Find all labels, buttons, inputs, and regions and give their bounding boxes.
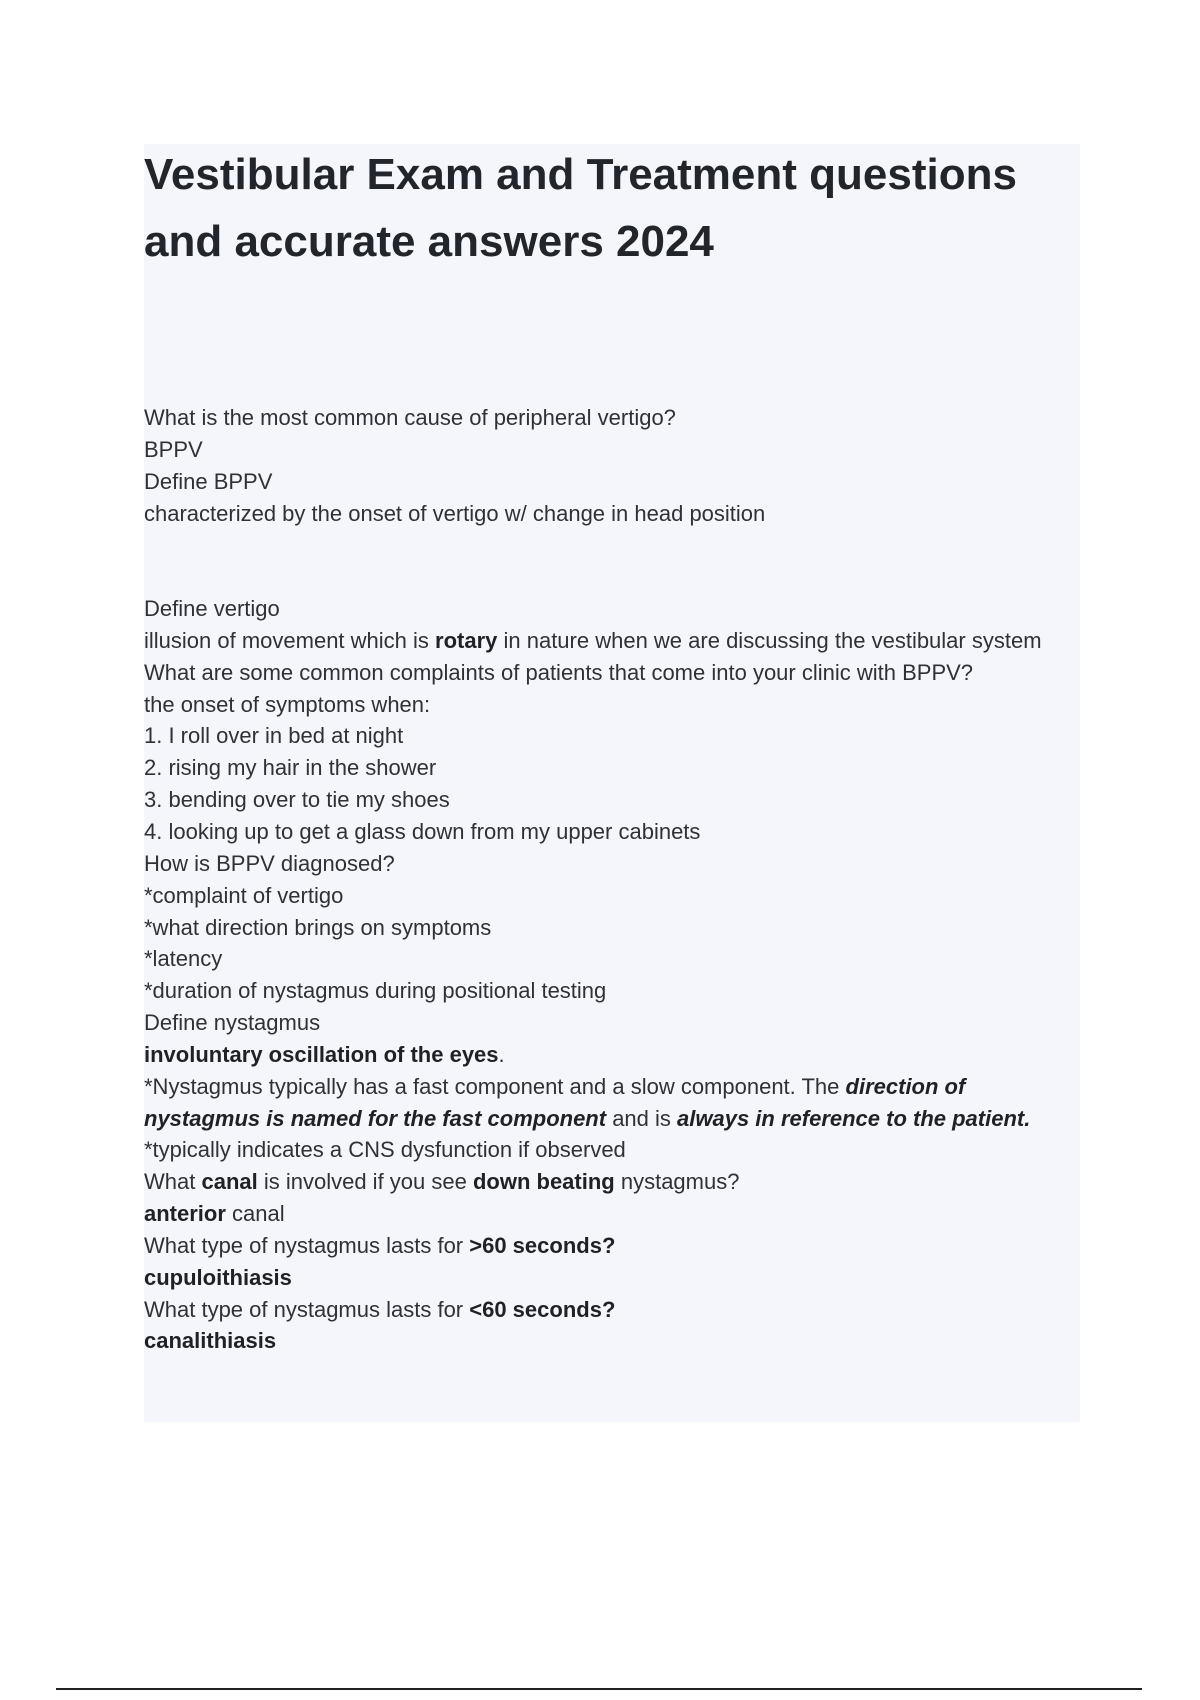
question-text-part: What type of nystagmus lasts for — [144, 1296, 470, 1322]
qa-body — [144, 402, 1064, 1357]
emphasis-text: canal — [201, 1169, 258, 1195]
question-text-part: What — [144, 1169, 202, 1195]
question-text-part: is involved if you see — [257, 1169, 473, 1195]
answer-text-part: *Nystagmus typically has a fast component and a slow component. The — [144, 1073, 846, 1099]
emphasis-text: involuntary oscillation of the eyes — [144, 1041, 499, 1067]
question-text: Define vertigo — [144, 596, 280, 622]
question-text: What is the most common cause of peripheral vertigo? — [144, 405, 676, 430]
list-item: *what direction brings on symptoms — [144, 914, 492, 940]
answer-text: cupuloithiasis — [144, 1264, 292, 1290]
list-item: *latency — [144, 946, 223, 972]
question-text-part: nystagmus? — [614, 1169, 740, 1195]
answer-text: canalithiasis — [144, 1328, 277, 1354]
answer-text — [144, 1071, 1064, 1135]
answer-text-part: canal — [225, 1201, 285, 1227]
answer-text: characterized by the onset of vertigo w/ change in head position — [144, 500, 766, 526]
question-text: Define BPPV — [144, 468, 273, 494]
list-item: 4. looking up to get a glass down from my upper cabinets — [144, 818, 701, 844]
emphasis-text: direction of nystagmus is named for the fast component — [144, 1073, 966, 1131]
blank-gap — [144, 529, 1064, 593]
answer-text-part: in nature when we are discussing the vestibular system — [497, 627, 1042, 653]
answer-text-part: illusion of movement which is — [144, 627, 436, 653]
question-text-part: What type of nystagmus lasts for — [144, 1232, 470, 1258]
emphasis-text: down beating — [472, 1169, 615, 1195]
answer-text: the onset of symptoms when: — [144, 691, 431, 717]
list-item: *complaint of vertigo — [144, 882, 344, 908]
list-item: 2. rising my hair in the shower — [144, 755, 437, 781]
question-text — [144, 1166, 1064, 1198]
question-text — [144, 1294, 1064, 1326]
list-item: 3. bending over to tie my shoes — [144, 787, 450, 813]
question-text: What are some common complaints of patients that come into your clinic with BPPV? — [144, 659, 974, 685]
answer-text-part: . — [498, 1041, 505, 1067]
emphasis-text: rotary — [435, 627, 498, 653]
answer-text: BPPV — [144, 436, 203, 462]
answer-text — [144, 1198, 1064, 1230]
answer-text — [144, 1039, 1064, 1071]
answer-text — [144, 625, 1064, 657]
question-text — [144, 1230, 1064, 1262]
footer-divider — [56, 1688, 1142, 1690]
question-text: Define nystagmus — [144, 1010, 321, 1036]
list-item: *duration of nystagmus during positional testing — [144, 978, 607, 1004]
answer-text-part: and is — [606, 1105, 678, 1131]
emphasis-text: >60 seconds? — [469, 1232, 616, 1258]
emphasis-text: always in reference to the patient — [677, 1105, 1025, 1131]
emphasis-text: <60 seconds? — [469, 1296, 616, 1322]
document-title: Vestibular Exam and Treatment questions and accurate answers 2024 — [144, 150, 1017, 266]
answer-text: *typically indicates a CNS dysfunction if observed — [144, 1137, 626, 1163]
question-text: How is BPPV diagnosed? — [144, 850, 395, 876]
emphasis-text: anterior — [144, 1201, 226, 1227]
list-item: 1. I roll over in bed at night — [144, 723, 404, 749]
answer-text-part: . — [1024, 1105, 1031, 1131]
